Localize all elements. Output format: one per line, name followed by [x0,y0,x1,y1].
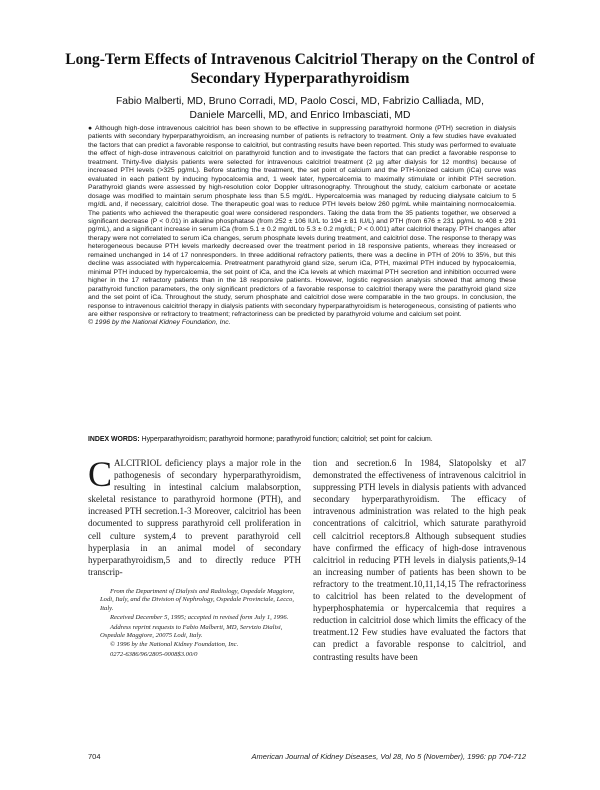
intro-text: ALCITRIOL deficiency plays a major role in the pathogenesis of secondary hyperparathyroidism, resulting in intestinal calcium malabsorption, skeletal resistance to parathyroid hormone (PTH), and increased PTH secretion.1-3 Moreover, calcitriol has been documented to suppress parathyroid cell proliferation in cell culture system,4 to prevent parathyroid cell hyperplasia in an animal model of secondary hyperparathyroidism,5 and to directly reduce PTH transcrip- [88,458,301,577]
author-list [40,95,560,123]
abstract [88,125,516,328]
footnote-code: 0272-6386/96/2805-0008$3.00/0 [110,650,198,658]
footnote-copyright: © 1996 by the National Kidney Foundation, Inc. [110,641,239,649]
article-title: Long-Term Effects of Intravenous Calcitriol Therapy on the Control of Secondary Hyperparathyroidism [65,51,535,87]
body-column-left [88,454,301,578]
authors-line-2: Daniele Marcelli, MD, and Enrico Imbasciati, MD [189,110,411,121]
intro-paragraph [88,454,301,578]
right-column-paragraph: tion and secretion.6 In 1984, Slatopolsky et al7 demonstrated the effectiveness of intravenous calcitriol in suppressing PTH levels in dialysis patients with advanced secondary hyperparathyroidism. The efficacy of intravenous administration was related to the high peak concentrations of calcitriol, which saturate parathyroid cell calcitriol receptors.8 Although subsequent studies have confirmed the efficacy of high-dose intravenous calcitriol in reducing PTH levels in dialysis patients,9-14 an increasing number of patients has been shown to be refractory to the treatment.10,11,14,15 The refractoriness to calcitriol has been related to the development of hyperphosphatemia or hypercalcemia that requires a reduction in calcitriol dose which limits the efficacy of the treatment.12 Few studies have evaluated the factors that can predict a favorable response to calcitriol, and contrasting results have been [313,458,526,662]
index-words-label: INDEX WORDS: [88,436,140,443]
footnote-received: Received December 5, 1995; accepted in revised form July 1, 1996. [110,614,289,622]
index-words-terms: Hyperparathyroidism; parathyroid hormone; parathyroid function; calcitriol; set point for calcium. [141,436,433,443]
page-number: 704 [88,752,101,761]
footnotes [100,588,300,660]
abstract-copyright: © 1996 by the National Kidney Foundation, Inc. [88,319,231,327]
drop-cap: C [88,454,113,494]
footnote-reprints: Address reprint requests to Fabio Malberti, MD, Servizio Dialisi, Ospedale Maggiore, 20075 Lodi, Italy. [100,623,283,640]
footnote-affiliation: From the Department of Dialysis and Radiology, Ospedale Maggiore, Lodi, Italy, and the Division of Nephrology, Ospedale Provinciale, Lecco, Italy. [100,588,295,612]
abstract-text: ● Although high-dose intravenous calcitriol has been shown to be effective in suppressing parathyroid hormone (PTH) secretion in dialysis patients with secondary hyperparathyroidism, an increasing number of patients is refractory to treatment. Only a few studies have evaluated the factors that can predict a favorable response to calcitriol, but contrasting results have been reported. This study was performed to evaluate the effect of high-dose intravenous calcitriol on parathyroid function and to investigate the factors that can predict a favorable response to treatment. Thirty-five dialysis patients were selected for intravenous calcitriol treatment (2 µg after dialysis for 12 months) because of increased PTH levels (>325 pg/mL). Before starting the treatment, the set point of calcium and the PTH-ionized calcium (iCa) curve was evaluated in each patient by inducing hypocalcemia and, 1 week later, hypercalcemia to maximally stimulate or inhibit PTH secretion. Parathyroid glands were assessed by high-resolution color Doppler ultrasonography. Throughout the study, calcium carbonate or acetate dosage was modified to maintain serum phosphate less than 5.5 mg/dL. Hypercalcemia was managed by reducing dialysate calcium to 5 mg/dL and, if necessary, calcitriol dose. The therapeutic goal was to reduce PTH levels below 260 pg/mL while maintaining normocalcemia. The patients who achieved the therapeutic goal were considered responders. Taking the data from the 35 patients together, we observed a significant decrease (P < 0.01) in alkaline phosphatase (from 252 ± 106 IU/L to 194 ± 81 IU/L) and PTH (from 676 ± 231 pg/mL to 408 ± 291 pg/mL), and a significant increase in serum iCa (from 5.1 ± 0.2 mg/dL to 5.3 ± 0.2 mg/dL; P < 0.001) after calcitriol therapy. PTH changes after therapy were not correlated to serum iCa changes, serum phosphate levels during treatment, and calcitriol dose. The response to therapy was heterogeneous because PTH levels markedly decreased over the treatment period in 18 responsive patients, whereas they increased or remained unchanged in 14 of 17 nonresponders. In three additional refractory patients, there was a decline in PTH of 20% to 35%, but this decline was associated with hypercalcemia. Pretreatment parathyroid gland size, serum iCa, PTH, maximal PTH induced by hypocalcemia, minimal PTH induced by hypercalcemia, the set point of iCa, and the iCa levels at which maximal PTH secretion and inhibition occurred were higher in the 17 refractory patients than in the 18 responsive patients. However, logistic regression analysis showed that among these parathyroid function parameters, the only significant predictors of a favorable response to calcitriol therapy were the parathyroid gland size and the set point of iCa. Throughout the study, serum phosphate and calcitriol dose were comparable in the two groups. In conclusion, the response to intravenous calcitriol therapy in dialysis patients with secondary hyperparathyroidism is heterogeneous, consisting of patients who are either responsive or refractory to treatment; refractoriness can be predicted by parathyroid volume and calcium set point. [88,125,516,318]
index-words [88,435,558,444]
body-column-right [313,457,526,663]
journal-citation: American Journal of Kidney Diseases, Vol 28, No 5 (November), 1996: pp 704-712 [251,752,526,761]
authors-line-1: Fabio Malberti, MD, Bruno Corradi, MD, Paolo Cosci, MD, Fabrizio Calliada, MD, [116,96,484,107]
